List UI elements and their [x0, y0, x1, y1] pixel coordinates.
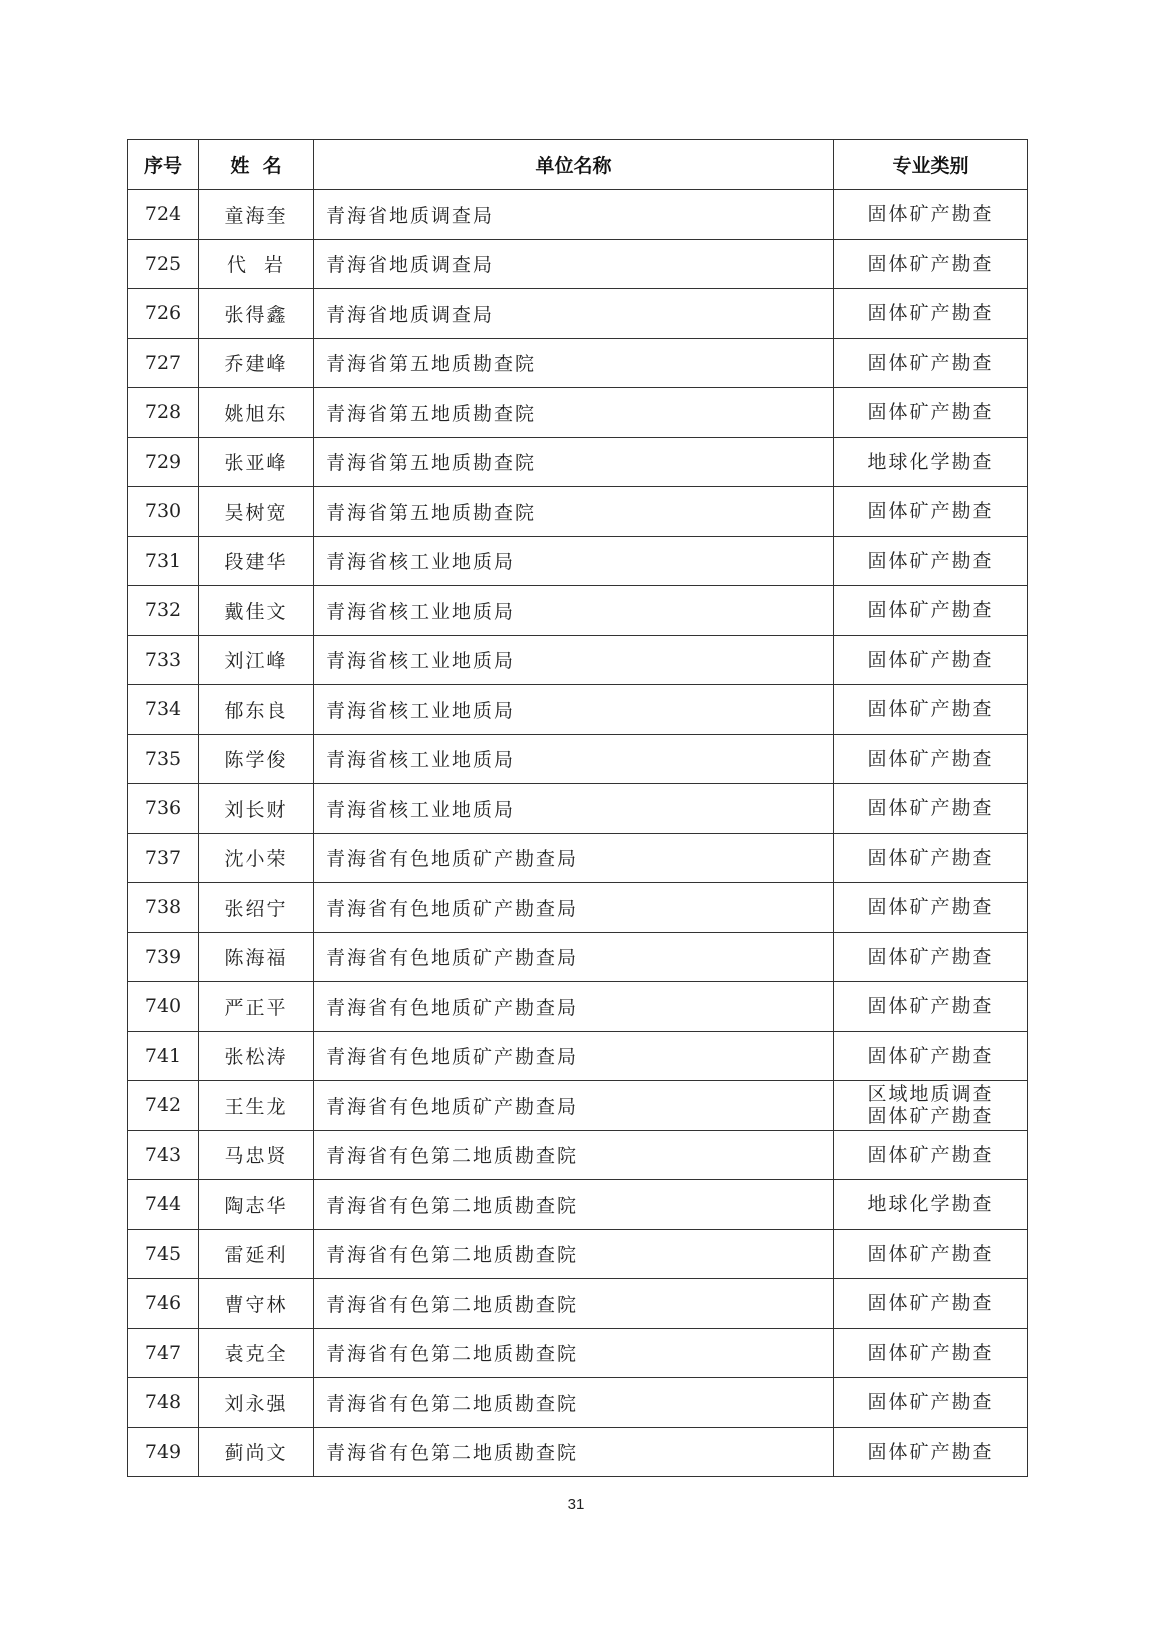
table-row [128, 635, 1028, 685]
cell-person-name: 张亚峰 [199, 437, 314, 487]
cell-specialty-category [834, 1279, 1028, 1329]
cell-unit-name: 青海省第五地质勘查院 [314, 338, 834, 388]
personnel-table [127, 139, 1028, 1477]
table-row [128, 833, 1028, 883]
cell-serial-number: 743 [128, 1130, 199, 1180]
table-row [128, 1229, 1028, 1279]
cell-person-name: 王生龙 [199, 1081, 314, 1131]
cell-unit-name: 青海省有色第二地质勘查院 [314, 1279, 834, 1329]
cell-person-name: 陶志华 [199, 1180, 314, 1230]
cell-serial-number: 735 [128, 734, 199, 784]
cell-serial-number: 736 [128, 784, 199, 834]
cell-specialty-category [834, 932, 1028, 982]
cell-person-name: 刘永强 [199, 1378, 314, 1428]
category-line: 固体矿产勘查 [867, 351, 994, 374]
cell-serial-number: 738 [128, 883, 199, 933]
cell-serial-number: 731 [128, 536, 199, 586]
cell-person-name: 姚旭东 [199, 388, 314, 438]
cell-unit-name: 青海省核工业地质局 [314, 586, 834, 636]
table-body [128, 190, 1028, 1477]
table-row [128, 1031, 1028, 1081]
cell-person-name: 蓟尚文 [199, 1427, 314, 1477]
cell-unit-name: 青海省核工业地质局 [314, 536, 834, 586]
category-line: 固体矿产勘查 [867, 896, 994, 919]
table-row [128, 437, 1028, 487]
cell-specialty-category [834, 734, 1028, 784]
cell-person-name: 严正平 [199, 982, 314, 1032]
cell-person-name: 张绍宁 [199, 883, 314, 933]
cell-unit-name: 青海省有色第二地质勘查院 [314, 1180, 834, 1230]
table-row [128, 734, 1028, 784]
cell-unit-name: 青海省有色地质矿产勘查局 [314, 1031, 834, 1081]
cell-unit-name: 青海省地质调查局 [314, 239, 834, 289]
cell-unit-name: 青海省有色第二地质勘查院 [314, 1229, 834, 1279]
cell-specialty-category [834, 1130, 1028, 1180]
header-specialty-category: 专业类别 [834, 140, 1028, 190]
category-line: 固体矿产勘查 [867, 252, 994, 275]
cell-serial-number: 744 [128, 1180, 199, 1230]
cell-serial-number: 734 [128, 685, 199, 735]
cell-person-name: 张得鑫 [199, 289, 314, 339]
cell-specialty-category [834, 1378, 1028, 1428]
category-line: 固体矿产勘查 [867, 1242, 994, 1265]
cell-specialty-category [834, 883, 1028, 933]
category-line: 地球化学勘查 [867, 450, 994, 473]
table-row [128, 1279, 1028, 1329]
cell-person-name: 张松涛 [199, 1031, 314, 1081]
cell-serial-number: 742 [128, 1081, 199, 1131]
cell-serial-number: 746 [128, 1279, 199, 1329]
category-line: 固体矿产勘查 [867, 599, 994, 622]
cell-unit-name: 青海省有色地质矿产勘查局 [314, 883, 834, 933]
table-header-row [128, 140, 1028, 190]
cell-serial-number: 726 [128, 289, 199, 339]
category-line: 固体矿产勘查 [867, 549, 994, 572]
category-line: 固体矿产勘查 [867, 302, 994, 325]
category-line: 固体矿产勘查 [867, 1143, 994, 1166]
cell-specialty-category [834, 190, 1028, 240]
table-row [128, 487, 1028, 537]
cell-specialty-category [834, 338, 1028, 388]
cell-serial-number: 739 [128, 932, 199, 982]
cell-serial-number: 732 [128, 586, 199, 636]
cell-specialty-category [834, 487, 1028, 537]
category-line: 固体矿产勘查 [867, 747, 994, 770]
page-number: 31 [567, 1496, 585, 1513]
table-row [128, 388, 1028, 438]
category-line: 区域地质调查 [867, 1083, 994, 1106]
category-line: 固体矿产勘查 [867, 203, 994, 226]
table-row [128, 239, 1028, 289]
cell-specialty-category [834, 1031, 1028, 1081]
category-line: 固体矿产勘查 [867, 797, 994, 820]
cell-unit-name: 青海省有色第二地质勘查院 [314, 1130, 834, 1180]
cell-unit-name: 青海省有色地质矿产勘查局 [314, 1081, 834, 1131]
cell-serial-number: 747 [128, 1328, 199, 1378]
cell-serial-number: 737 [128, 833, 199, 883]
cell-specialty-category [834, 685, 1028, 735]
cell-person-name: 乔建峰 [199, 338, 314, 388]
category-line: 固体矿产勘查 [867, 1044, 994, 1067]
cell-specialty-category [834, 239, 1028, 289]
cell-unit-name: 青海省核工业地质局 [314, 784, 834, 834]
table-row [128, 586, 1028, 636]
cell-person-name: 吴树宽 [199, 487, 314, 537]
cell-unit-name: 青海省有色地质矿产勘查局 [314, 932, 834, 982]
cell-specialty-category [834, 1180, 1028, 1230]
cell-specialty-category [834, 1229, 1028, 1279]
cell-person-name: 代 岩 [199, 239, 314, 289]
cell-person-name: 刘江峰 [199, 635, 314, 685]
cell-person-name: 曹守林 [199, 1279, 314, 1329]
cell-serial-number: 727 [128, 338, 199, 388]
cell-unit-name: 青海省有色第二地质勘查院 [314, 1328, 834, 1378]
category-line: 固体矿产勘查 [867, 1292, 994, 1315]
category-line: 固体矿产勘查 [867, 945, 994, 968]
cell-unit-name: 青海省核工业地质局 [314, 685, 834, 735]
cell-serial-number: 733 [128, 635, 199, 685]
header-name: 姓 名 [199, 140, 314, 190]
category-line: 地球化学勘查 [867, 1193, 994, 1216]
cell-person-name: 马忠贤 [199, 1130, 314, 1180]
cell-unit-name: 青海省第五地质勘查院 [314, 388, 834, 438]
category-line: 固体矿产勘查 [867, 698, 994, 721]
cell-specialty-category [834, 833, 1028, 883]
cell-unit-name: 青海省核工业地质局 [314, 734, 834, 784]
cell-person-name: 雷延利 [199, 1229, 314, 1279]
cell-person-name: 袁克全 [199, 1328, 314, 1378]
cell-unit-name: 青海省地质调查局 [314, 190, 834, 240]
cell-specialty-category [834, 635, 1028, 685]
header-serial-number: 序号 [128, 140, 199, 190]
cell-specialty-category [834, 586, 1028, 636]
table-row [128, 289, 1028, 339]
cell-specialty-category [834, 1328, 1028, 1378]
category-line: 固体矿产勘查 [867, 846, 994, 869]
category-line: 固体矿产勘查 [867, 1341, 994, 1364]
cell-specialty-category [834, 982, 1028, 1032]
table-row [128, 1180, 1028, 1230]
category-line: 固体矿产勘查 [867, 1440, 994, 1463]
cell-person-name: 陈海福 [199, 932, 314, 982]
cell-serial-number: 724 [128, 190, 199, 240]
cell-unit-name: 青海省核工业地质局 [314, 635, 834, 685]
table-row [128, 1378, 1028, 1428]
cell-serial-number: 728 [128, 388, 199, 438]
table-row [128, 883, 1028, 933]
cell-specialty-category [834, 536, 1028, 586]
table-row [128, 784, 1028, 834]
cell-unit-name: 青海省有色第二地质勘查院 [314, 1427, 834, 1477]
table-row [128, 1427, 1028, 1477]
cell-serial-number: 725 [128, 239, 199, 289]
cell-unit-name: 青海省有色地质矿产勘查局 [314, 982, 834, 1032]
cell-person-name: 陈学俊 [199, 734, 314, 784]
table-row [128, 1328, 1028, 1378]
cell-unit-name: 青海省地质调查局 [314, 289, 834, 339]
cell-person-name: 郁东良 [199, 685, 314, 735]
category-line: 固体矿产勘查 [867, 500, 994, 523]
cell-serial-number: 745 [128, 1229, 199, 1279]
table-row [128, 190, 1028, 240]
cell-specialty-category [834, 1427, 1028, 1477]
cell-specialty-category [834, 1081, 1028, 1131]
cell-specialty-category [834, 289, 1028, 339]
cell-serial-number: 741 [128, 1031, 199, 1081]
cell-serial-number: 740 [128, 982, 199, 1032]
cell-person-name: 童海奎 [199, 190, 314, 240]
table-row [128, 338, 1028, 388]
cell-unit-name: 青海省第五地质勘查院 [314, 437, 834, 487]
category-line: 固体矿产勘查 [867, 1105, 994, 1128]
cell-specialty-category [834, 437, 1028, 487]
cell-unit-name: 青海省第五地质勘查院 [314, 487, 834, 537]
category-line: 固体矿产勘查 [867, 995, 994, 1018]
cell-serial-number: 748 [128, 1378, 199, 1428]
cell-specialty-category [834, 784, 1028, 834]
table-row [128, 1081, 1028, 1131]
cell-serial-number: 730 [128, 487, 199, 537]
category-line: 固体矿产勘查 [867, 1391, 994, 1414]
cell-person-name: 刘长财 [199, 784, 314, 834]
category-line: 固体矿产勘查 [867, 648, 994, 671]
cell-unit-name: 青海省有色第二地质勘查院 [314, 1378, 834, 1428]
cell-person-name: 戴佳文 [199, 586, 314, 636]
table-row [128, 536, 1028, 586]
cell-person-name: 段建华 [199, 536, 314, 586]
header-unit-name: 单位名称 [314, 140, 834, 190]
cell-serial-number: 729 [128, 437, 199, 487]
cell-specialty-category [834, 388, 1028, 438]
cell-serial-number: 749 [128, 1427, 199, 1477]
table-row [128, 1130, 1028, 1180]
table-row [128, 685, 1028, 735]
cell-unit-name: 青海省有色地质矿产勘查局 [314, 833, 834, 883]
category-line: 固体矿产勘查 [867, 401, 994, 424]
cell-person-name: 沈小荣 [199, 833, 314, 883]
table-row [128, 982, 1028, 1032]
table-row [128, 932, 1028, 982]
